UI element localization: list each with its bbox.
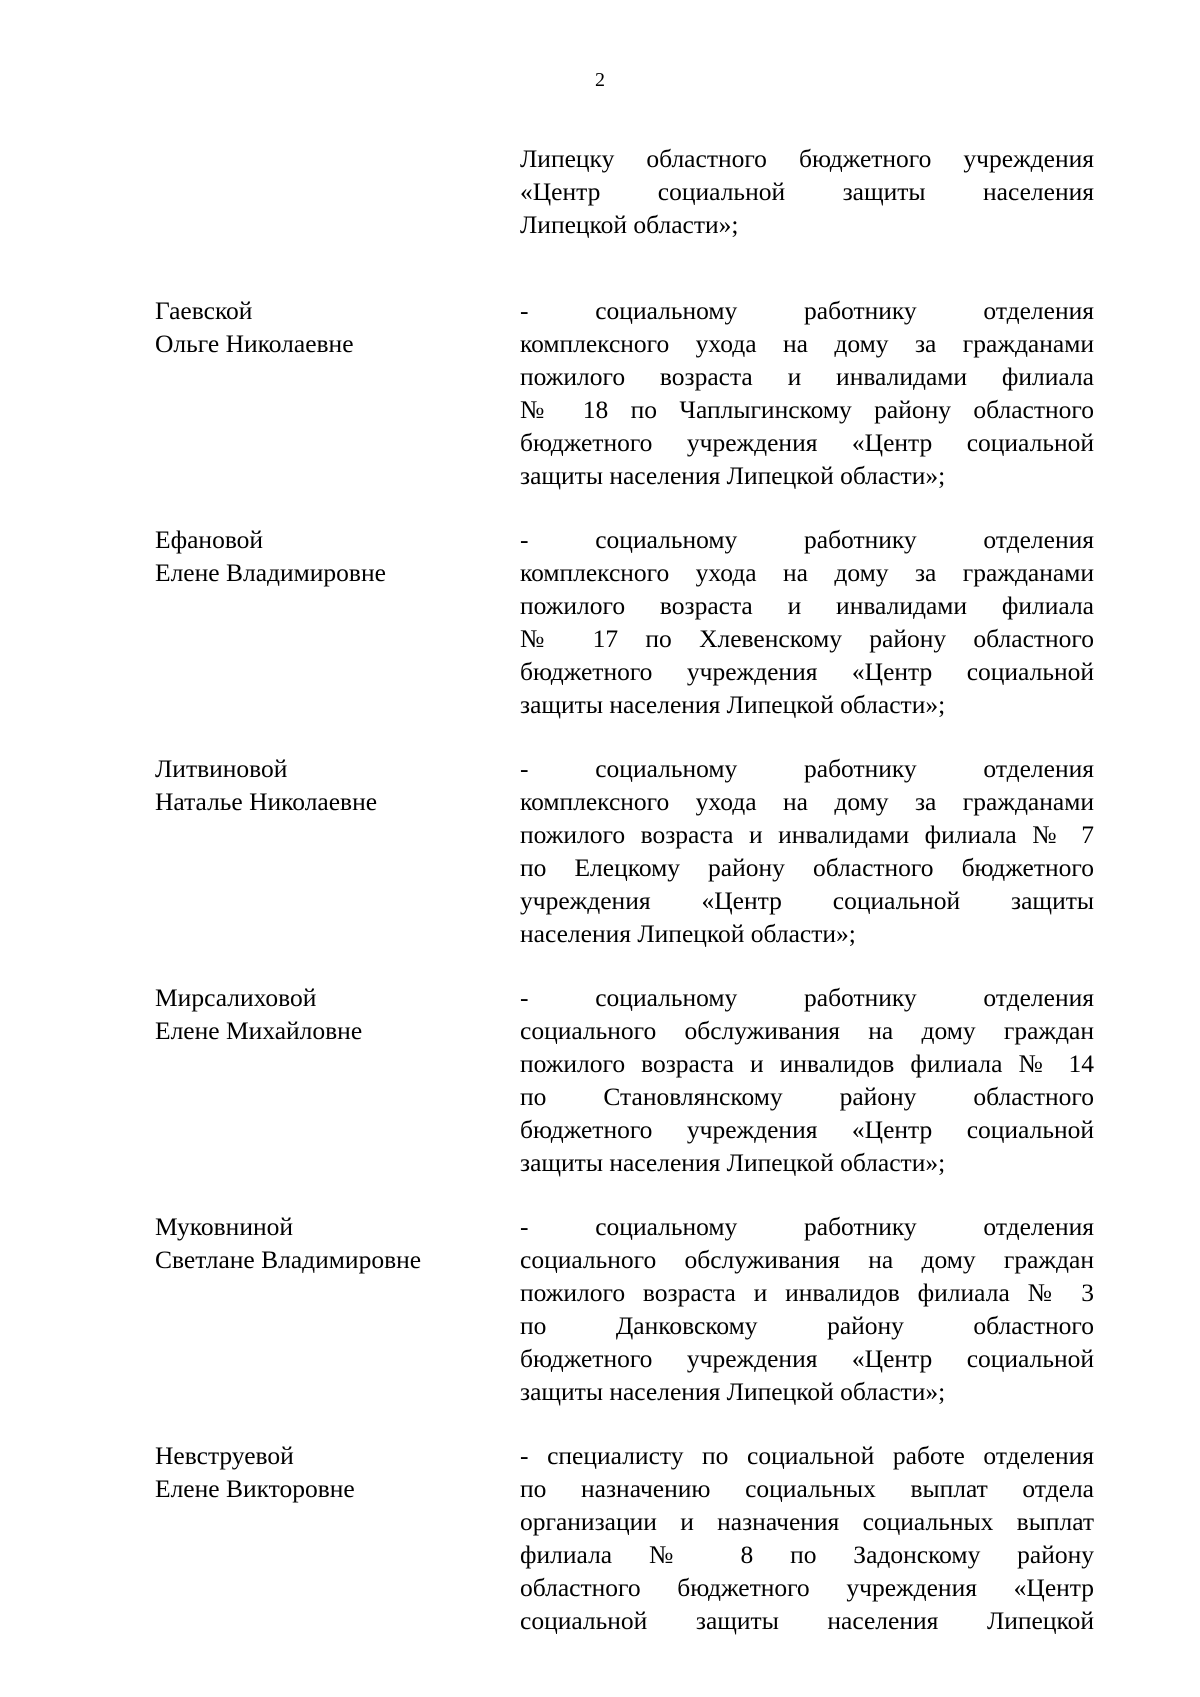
person-surname: Мирсалиховой xyxy=(155,983,317,1012)
position-line: комплексного ухода на дому за гражданами xyxy=(520,329,1094,358)
position-line: пожилого возраста и инвалидами филиала № 7 xyxy=(520,820,1094,849)
position-line: - социальному работнику отделения xyxy=(520,983,1094,1012)
person-given-names: Наталье Николаевне xyxy=(155,787,378,816)
position-line: защиты населения Липецкой области»; xyxy=(520,1377,946,1406)
position-line: - социальному работнику отделения xyxy=(520,754,1094,783)
person-given-names: Елене Викторовне xyxy=(155,1474,355,1503)
position-line: пожилого возраста и инвалидов филиала № 14 xyxy=(520,1049,1094,1078)
position-line: пожилого возраста и инвалидами филиала xyxy=(520,362,1094,391)
position-line: по Становлянскому району областного xyxy=(520,1082,1094,1111)
position-line: защиты населения Липецкой области»; xyxy=(520,1148,946,1177)
position-line: по Данковскому району областного xyxy=(520,1311,1094,1340)
person-given-names: Елене Владимировне xyxy=(155,558,386,587)
position-line: бюджетного учреждения «Центр социальной xyxy=(520,428,1094,457)
person-surname: Ефановой xyxy=(155,525,264,554)
position-line: - социальному работнику отделения xyxy=(520,1212,1094,1241)
continuation-line: Липецкой области»; xyxy=(520,210,739,239)
position-line: комплексного ухода на дому за гражданами xyxy=(520,558,1094,587)
continuation-line: «Центр социальной защиты населения xyxy=(520,177,1094,206)
position-line: социального обслуживания на дому граждан xyxy=(520,1016,1094,1045)
position-line: социальной защиты населения Липецкой xyxy=(520,1606,1094,1635)
person-given-names: Светлане Владимировне xyxy=(155,1245,422,1274)
person-surname: Гаевской xyxy=(155,296,253,325)
position-line: - социальному работнику отделения xyxy=(520,525,1094,554)
position-line: пожилого возраста и инвалидов филиала № 3 xyxy=(520,1278,1094,1307)
position-line: - социальному работнику отделения xyxy=(520,296,1094,325)
person-surname: Муковниной xyxy=(155,1212,294,1241)
position-line: бюджетного учреждения «Центр социальной xyxy=(520,1344,1094,1373)
person-given-names: Елене Михайловне xyxy=(155,1016,363,1045)
position-line: социального обслуживания на дому граждан xyxy=(520,1245,1094,1274)
position-line: № 18 по Чаплыгинскому району областного xyxy=(520,395,1094,424)
position-line: комплексного ухода на дому за гражданами xyxy=(520,787,1094,816)
position-line: организации и назначения социальных выплат xyxy=(520,1507,1094,1536)
person-given-names: Ольге Николаевне xyxy=(155,329,354,358)
position-line: - специалисту по социальной работе отделения xyxy=(520,1441,1094,1470)
page-number: 2 xyxy=(595,69,605,91)
position-line: населения Липецкой области»; xyxy=(520,919,856,948)
position-line: бюджетного учреждения «Центр социальной xyxy=(520,657,1094,686)
person-surname: Невструевой xyxy=(155,1441,294,1470)
position-line: областного бюджетного учреждения «Центр xyxy=(520,1573,1094,1602)
position-line: учреждения «Центр социальной защиты xyxy=(520,886,1094,915)
position-line: пожилого возраста и инвалидами филиала xyxy=(520,591,1094,620)
position-line: бюджетного учреждения «Центр социальной xyxy=(520,1115,1094,1144)
position-line: по Елецкому району областного бюджетного xyxy=(520,853,1094,882)
position-line: защиты населения Липецкой области»; xyxy=(520,461,946,490)
person-surname: Литвиновой xyxy=(155,754,288,783)
position-line: филиала № 8 по Задонскому району xyxy=(520,1540,1094,1569)
position-line: № 17 по Хлевенскому району областного xyxy=(520,624,1094,653)
position-line: защиты населения Липецкой области»; xyxy=(520,690,946,719)
continuation-line: Липецку областного бюджетного учреждения xyxy=(520,144,1094,173)
position-line: по назначению социальных выплат отдела xyxy=(520,1474,1094,1503)
